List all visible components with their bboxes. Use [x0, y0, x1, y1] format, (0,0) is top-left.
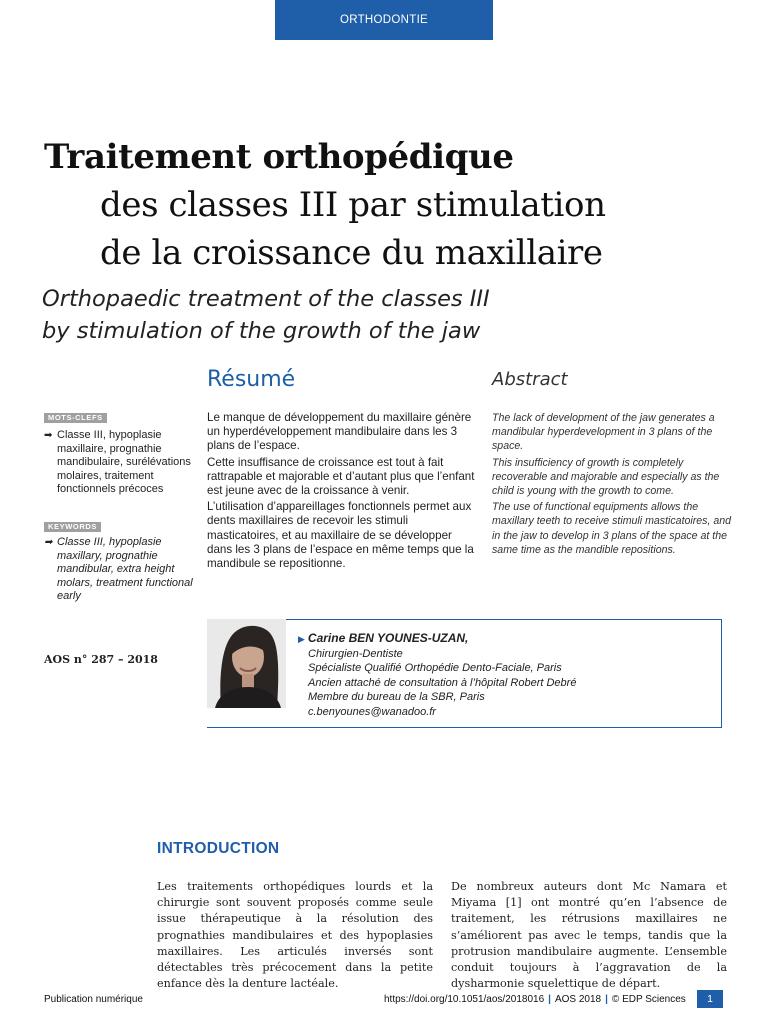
- author-line: Ancien attaché de consultation à l’hôpital Robert Debré: [308, 676, 577, 689]
- footer-separator: |: [605, 994, 608, 1005]
- resume-paragraph: L’utilisation d’appareillages fonctionnels permet aux dents maxillaires de recevoir les stimuli masticatoires, et au maxillaire de se développer dans les 3 plans de l’espace en même temps que la mandibule se repositionne.: [207, 500, 474, 571]
- introduction-column-2: De nombreux auteurs dont Mc Namara et Miyama [1] ont montré qu’en l’absence de traitement, les rétrusions maxillaires ne s’améliorent pas avec le temps, tandis que la protrusion mandibulaire augmente. L’ensemble conduit toujours à l’aggravation de la dysharmonie squelettique de départ.: [451, 880, 727, 991]
- abstract-body: [492, 411, 732, 559]
- author-photo: [207, 619, 286, 708]
- subtitle-line-1: Orthopaedic treatment of the classes III: [42, 286, 490, 312]
- mots-clefs-text: Classe III, hypoplasie maxillaire, prognathie mandibulaire, surélévations molaires, traitement fonctionnels précoces: [57, 429, 191, 496]
- page-number: 1: [697, 990, 723, 1008]
- mots-clefs-list: [44, 429, 194, 497]
- keywords-list: [44, 536, 194, 604]
- triangle-right-icon: ▶: [298, 634, 305, 644]
- abstract-paragraph: The lack of development of the jaw generates a mandibular hyperdevelopment in 3 plans of the space.: [492, 412, 715, 453]
- footer-publication: Publication numérique: [44, 994, 143, 1005]
- footer-copyright: © EDP Sciences: [611, 994, 686, 1005]
- resume-paragraph: Cette insuffisance de croissance est tout à fait rattrapable et majorable et d’autant plus que l’enfant est jeune avec de la croissance à venir.: [207, 455, 475, 498]
- title-line-2: des classes III par stimulation: [100, 185, 606, 225]
- resume-paragraph: Le manque de développement du maxillaire génère un hyperdéveloppement mandibulaire dans les 3 plans de l’espace.: [207, 411, 472, 453]
- doi-link[interactable]: https://doi.org/10.1051/aos/2018016: [384, 994, 545, 1005]
- introduction-column-1: Les traitements orthopédiques lourds et la chirurgie sont souvent proposés comme seule issue thérapeutique à la résolution des prognathies mandibulaires et des hypoplasies maxillaires. Les articulés inversés sont détectables très précocement dans la petite enfance dès la denture lactéale.: [157, 880, 433, 991]
- resume-heading: Résumé: [207, 367, 296, 392]
- section-tag: ORTHODONTIE: [275, 0, 493, 40]
- abstract-paragraph: This insufficiency of growth is completely recoverable and majorable and especially as the child is young with the growth to come.: [492, 456, 720, 498]
- arrow-right-icon: ➡: [44, 537, 53, 548]
- author-email[interactable]: c.benyounes@wanadoo.fr: [308, 705, 436, 718]
- abstract-heading: Abstract: [492, 369, 568, 390]
- resume-body: [207, 411, 479, 573]
- keywords-text: Classe III, hypoplasie maxillary, prognathie mandibular, extra height molars, treatment functional early: [57, 536, 193, 603]
- article-title: [44, 133, 606, 277]
- title-line-1: Traitement orthopédique: [44, 137, 514, 177]
- author-line: Spécialiste Qualifié Orthopédie Dento-Faciale, Paris: [308, 662, 562, 674]
- footer-meta: [384, 994, 686, 1005]
- title-line-3: de la croissance du maxillaire: [100, 233, 603, 273]
- footer-separator: |: [548, 994, 551, 1005]
- mots-clefs-label: MOTS-CLEFS: [44, 413, 107, 423]
- aos-reference: AOS n° 287 – 2018: [44, 653, 158, 666]
- keywords-label: KEYWORDS: [44, 522, 101, 532]
- footer-journal: AOS 2018: [554, 994, 602, 1005]
- author-line: Membre du bureau de la SBR, Paris: [308, 691, 485, 703]
- arrow-right-icon: ➡: [44, 430, 53, 441]
- abstract-paragraph: The use of functional equipments allows the maxillary teeth to receive stimuli masticatoires, and in the jaw to develop in 3 plans of the space at the same time as the mandible repositions.: [492, 501, 732, 556]
- introduction-heading: INTRODUCTION: [157, 840, 280, 857]
- author-info: [298, 631, 576, 719]
- article-subtitle: [42, 283, 490, 347]
- author-name: Carine BEN YOUNES-UZAN,: [307, 631, 469, 645]
- subtitle-line-2: by stimulation of the growth of the jaw: [42, 318, 481, 344]
- author-line: Chirurgien-Dentiste: [308, 647, 403, 660]
